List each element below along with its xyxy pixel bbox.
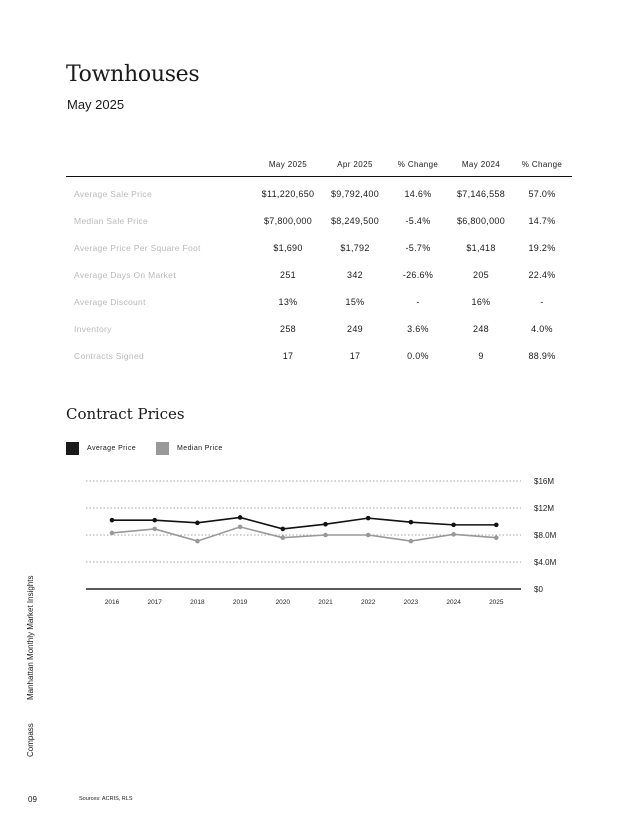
x-tick-label: 2020 — [275, 599, 291, 606]
table-cell: 342 — [347, 269, 363, 280]
table-row — [66, 261, 572, 288]
median-price-point — [494, 535, 499, 540]
table-cell: $9,792,400 — [330, 188, 380, 199]
table-cell: $1,690 — [273, 242, 303, 253]
median-price-point — [238, 525, 243, 530]
brand-vertical: Compass — [26, 723, 35, 757]
average-price-point — [195, 521, 200, 526]
table-cell: $8,249,500 — [330, 215, 380, 226]
column-header: Apr 2025 — [324, 152, 386, 177]
table-cell: $7,146,558 — [456, 188, 506, 199]
table-cell: 15% — [345, 296, 365, 307]
average-price-point — [494, 523, 499, 528]
average-price-point — [409, 520, 414, 525]
median-price-point — [451, 532, 456, 537]
x-tick-label: 2022 — [360, 599, 376, 606]
table-cell: 16% — [471, 296, 491, 307]
table-cell: 57.0% — [528, 188, 556, 199]
table-row — [66, 234, 572, 261]
x-tick-label: 2017 — [147, 599, 162, 606]
table-cell: 17 — [349, 350, 361, 361]
y-tick-label: $12M — [534, 504, 555, 513]
average-price-point — [366, 516, 371, 521]
table-row — [66, 207, 572, 234]
table-cell: 248 — [473, 323, 489, 334]
row-label: Average Sale Price — [74, 188, 153, 199]
x-tick-label: 2018 — [190, 599, 205, 606]
legend-label-median: Median Price — [177, 445, 223, 452]
table-cell: 9 — [478, 350, 484, 361]
average-price-point — [152, 518, 157, 523]
x-tick-label: 2021 — [318, 599, 333, 606]
table-row — [66, 177, 572, 208]
column-header: May 2024 — [450, 152, 512, 177]
table-cell: 13% — [278, 296, 298, 307]
row-label: Inventory — [74, 323, 112, 334]
page-subtitle: May 2025 — [67, 97, 125, 112]
median-price-point — [152, 527, 157, 532]
row-label: Average Price Per Square Foot — [74, 242, 201, 253]
table-cell: 258 — [280, 323, 296, 334]
table-header-row — [66, 152, 572, 177]
table-cell: 0.0% — [407, 350, 429, 361]
table-cell: $1,792 — [340, 242, 370, 253]
table-body — [66, 177, 572, 370]
column-header: % Change — [386, 152, 450, 177]
y-tick-label: $8.0M — [534, 531, 557, 540]
median-price-point — [323, 533, 328, 538]
x-tick-label: 2016 — [104, 599, 120, 606]
column-header: % Change — [512, 152, 572, 177]
table-cell: 4.0% — [531, 323, 553, 334]
table-cell: - — [540, 296, 544, 307]
x-tick-label: 2024 — [446, 599, 461, 606]
table-cell: 251 — [280, 269, 296, 280]
average-price-point — [110, 518, 115, 523]
y-tick-label: $16M — [534, 477, 555, 486]
x-tick-label: 2025 — [489, 599, 504, 606]
average-price-line — [112, 517, 496, 528]
y-tick-label: $4.0M — [534, 558, 557, 567]
row-label: Median Sale Price — [74, 215, 149, 226]
table-cell: 14.6% — [404, 188, 432, 199]
table-cell: -5.4% — [405, 215, 431, 226]
table-cell: $11,220,650 — [261, 188, 315, 199]
median-price-point — [281, 535, 286, 540]
x-tick-label: 2023 — [403, 599, 419, 606]
row-label: Contracts Signed — [74, 350, 145, 361]
table-cell: - — [416, 296, 420, 307]
table-row — [66, 315, 572, 342]
row-label: Average Days On Market — [74, 269, 176, 280]
table-cell: $1,418 — [466, 242, 496, 253]
sources-note: Sources: ACRIS, RLS — [79, 796, 133, 802]
table-cell: 88.9% — [528, 350, 556, 361]
table-cell: 14.7% — [528, 215, 556, 226]
contract-prices-chart — [0, 460, 626, 620]
chart-legend — [66, 442, 243, 455]
average-price-point — [281, 527, 286, 532]
average-price-point — [323, 522, 328, 527]
table-cell: -26.6% — [402, 269, 434, 280]
legend-item-average — [66, 442, 136, 455]
table-cell: 249 — [347, 323, 363, 334]
table-cell: $6,800,000 — [456, 215, 506, 226]
median-price-line — [112, 527, 496, 541]
median-price-point — [110, 531, 115, 536]
column-header: May 2025 — [252, 152, 324, 177]
page-title: Townhouses — [66, 62, 200, 87]
legend-swatch-average — [66, 442, 79, 455]
table-cell: $7,800,000 — [263, 215, 313, 226]
chart-title: Contract Prices — [66, 405, 185, 423]
page-number: 09 — [28, 795, 37, 804]
report-title-vertical: Manhattan Monthly Market Insights — [26, 575, 35, 700]
median-price-point — [366, 533, 371, 538]
legend-item-median — [156, 442, 223, 455]
table-cell: 3.6% — [407, 323, 429, 334]
stats-table — [66, 152, 572, 369]
median-price-point — [195, 539, 200, 544]
x-tick-label: 2019 — [232, 599, 248, 606]
row-label: Average Discount — [74, 296, 146, 307]
legend-swatch-median — [156, 442, 169, 455]
table-row — [66, 342, 572, 369]
table-cell: -5.7% — [405, 242, 431, 253]
median-price-point — [409, 539, 414, 544]
legend-label-average: Average Price — [87, 445, 137, 452]
table-cell: 205 — [473, 269, 489, 280]
table-cell: 19.2% — [528, 242, 556, 253]
table-row — [66, 288, 572, 315]
table-cell: 17 — [282, 350, 294, 361]
average-price-point — [238, 515, 243, 520]
average-price-point — [451, 523, 456, 528]
table-cell: 22.4% — [528, 269, 556, 280]
y-tick-label: $0 — [534, 585, 543, 594]
column-header — [66, 152, 252, 177]
